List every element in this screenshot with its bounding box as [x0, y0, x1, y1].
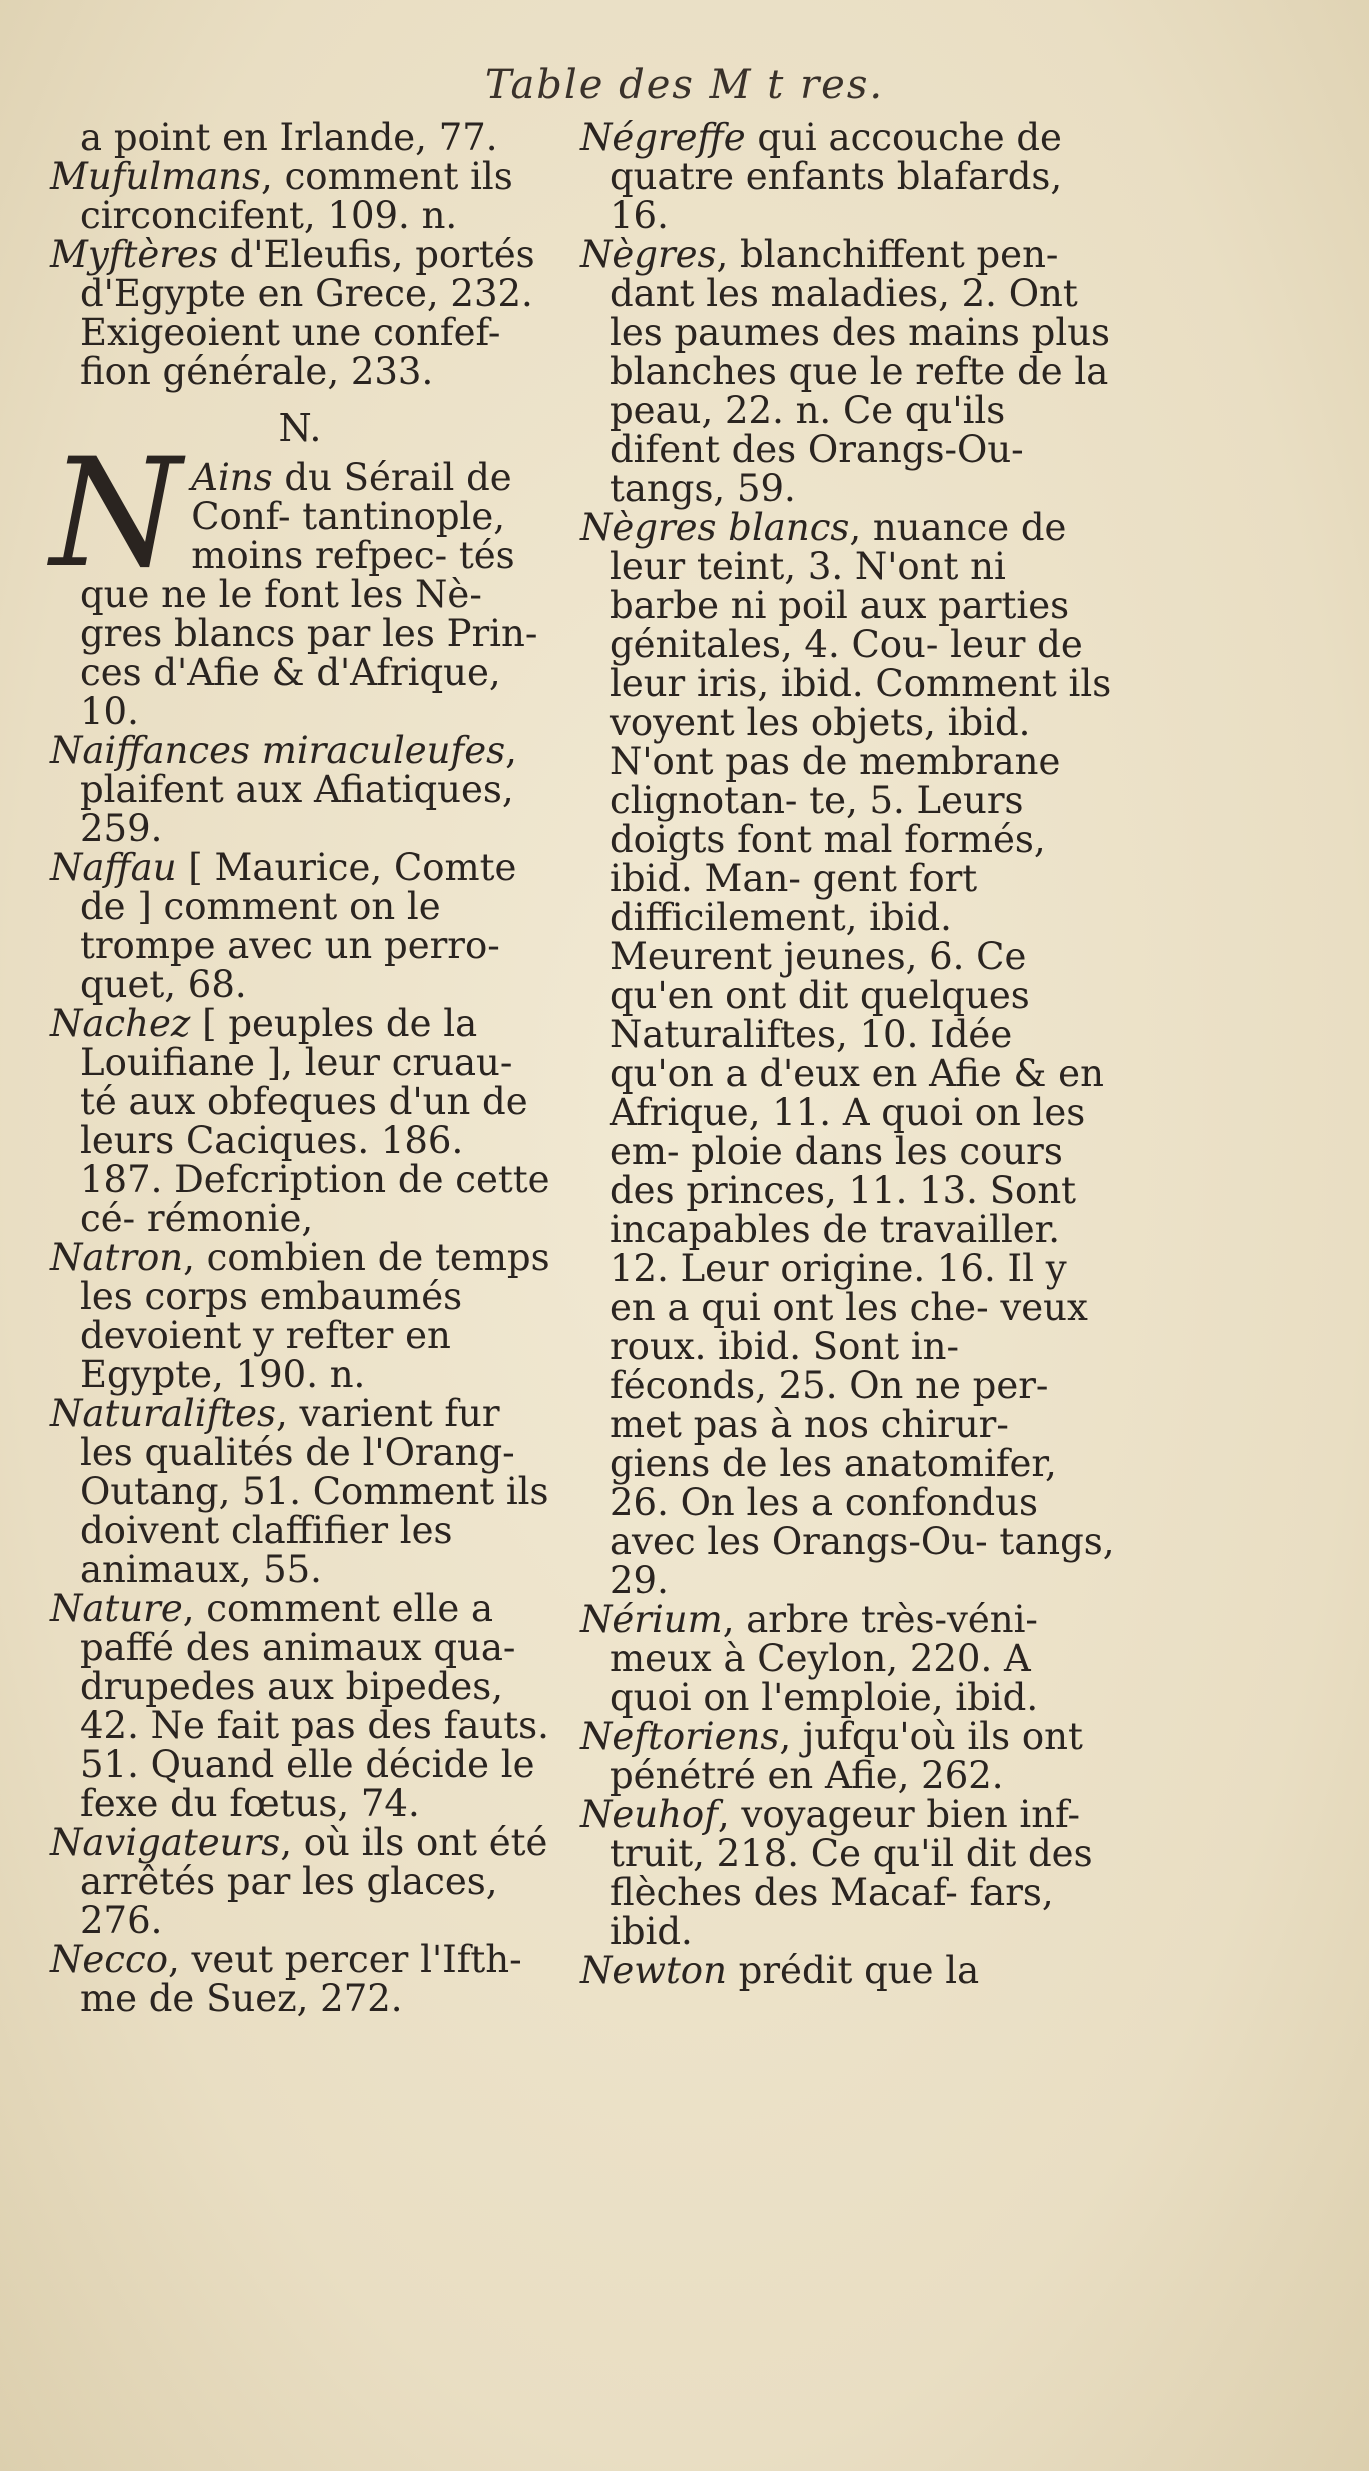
- index-entry: a point en Irlande, 77.: [80, 116, 498, 159]
- drop-capital: N: [50, 427, 182, 601]
- entry-keyword: Newton: [580, 1949, 727, 1992]
- index-entry: Natron, combien de temps les corps embaumés devoient y refter en Egypte, 190. n.: [50, 1236, 550, 1396]
- index-entry: Newton prédit que la: [580, 1949, 980, 1992]
- index-entry: Nachez [ peuples de la Louifiane ], leur cruau- té aux obfeques d'un de leurs Caciques. 186. 187. Defcription de cette cé- rémonie,: [50, 1002, 550, 1240]
- entry-keyword: Nature: [50, 1587, 183, 1630]
- entry-keyword: Mufulmans: [50, 155, 262, 198]
- index-entry: Neuhof, voyageur bien inf- truit, 218. Ce qu'il dit des flèches des Macaf- fars, ibid.: [580, 1793, 1093, 1953]
- entry-keyword: Naiffances miraculeufes: [50, 729, 506, 772]
- entry-keyword: Navigateurs: [50, 1821, 281, 1864]
- index-entry: Necco, veut percer l'Ifth- me de Suez, 272.: [50, 1938, 522, 2020]
- index-entry: Nègres blancs, nuance de leur teint, 3. N'ont ni barbe ni poil aux parties génitales, 4. Cou- leur de leur iris, ibid. Comment ils voyent les objets, ibid. N'ont pas de membrane clignotan- te, 5. Leurs doigts font mal formés, ibid. Man- gent fort difficilement, ibid. Meurent jeunes, 6. Ce qu'en ont dit quelques Naturaliftes, 10. Idée qu'on a d'eux en Afie & en Afrique, 11. A quoi on les em- ploie dans les cours des princes, 11. 13. Sont incapables de travailler. 12. Leur origine. 16. Il y en a qui ont les che- veux roux. ibid. Sont in- féconds, 25. On ne per- met pas à nos chirur- giens de les anatomifer, 26. On les a confondus avec les Orangs-Ou- tangs, 29.: [580, 506, 1115, 1602]
- entry-keyword: Myftères: [50, 233, 218, 276]
- entry-keyword: Neuhof: [580, 1793, 718, 1836]
- index-entry: Nérium, arbre très-véni- meux à Ceylon, 220. A quoi on l'emploie, ibid.: [580, 1598, 1039, 1719]
- index-entry: Neftoriens, jufqu'où ils ont pénétré en Afie, 262.: [580, 1715, 1083, 1797]
- index-entry: Nègres, blanchiffent pen- dant les maladies, 2. Ont les paumes des mains plus blanches que le refte de la peau, 22. n. Ce qu'ils difent des Orangs-Ou- tangs, 59.: [580, 233, 1111, 510]
- index-entry: Naffau [ Maurice, Comte de ] comment on le trompe avec un perro- quet, 68.: [50, 846, 517, 1006]
- entry-keyword: Naturaliftes: [50, 1392, 276, 1435]
- index-entry: Naturaliftes, varient fur les qualités de l'Orang- Outang, 51. Comment ils doivent claffifier les animaux, 55.: [50, 1392, 549, 1591]
- entry-keyword: Nérium: [580, 1598, 723, 1641]
- index-entry: Myftères d'Eleufis, portés d'Egypte en Grece, 232. Exigeoient une confef- fion générale, 233.: [50, 233, 535, 393]
- left-column: [50, 118, 550, 2018]
- entry-keyword: Necco: [50, 1938, 168, 1981]
- entry-keyword: Nachez: [50, 1002, 191, 1045]
- index-entry: Négreffe qui accouche de quatre enfants blafards, 16.: [580, 116, 1063, 237]
- right-column: [580, 118, 1120, 1990]
- index-entry: Navigateurs, où ils ont été arrêtés par les glaces, 276.: [50, 1821, 548, 1942]
- entry-keyword: Négreffe: [580, 116, 746, 159]
- running-head: Table des M t res.: [484, 62, 885, 108]
- entry-keyword: Nègres: [580, 233, 717, 276]
- entry-keyword: Neftoriens: [580, 1715, 780, 1758]
- entry-keyword: Naffau: [50, 846, 177, 889]
- index-entry: Mufulmans, comment ils circoncifent, 109. n.: [50, 155, 513, 237]
- index-entry: N Ains du Sérail de Conf- tantinople, moins refpec- tés que ne le font les Nè- gres blancs par les Prin- ces d'Afie & d'Afrique, 10.: [50, 427, 538, 733]
- entry-keyword: Ains: [191, 456, 273, 499]
- entry-keyword: Natron: [50, 1236, 184, 1279]
- index-entry: Nature, comment elle a paffé des animaux qua- drupedes aux bipedes, 42. Ne fait pas des fauts. 51. Quand elle décide le fexe du fœtus, 74.: [50, 1587, 549, 1825]
- section-letter: N.: [278, 406, 322, 450]
- entry-keyword: Nègres blancs: [580, 506, 850, 549]
- index-entry: Naiffances miraculeufes, plaifent aux Afiatiques, 259.: [50, 729, 517, 850]
